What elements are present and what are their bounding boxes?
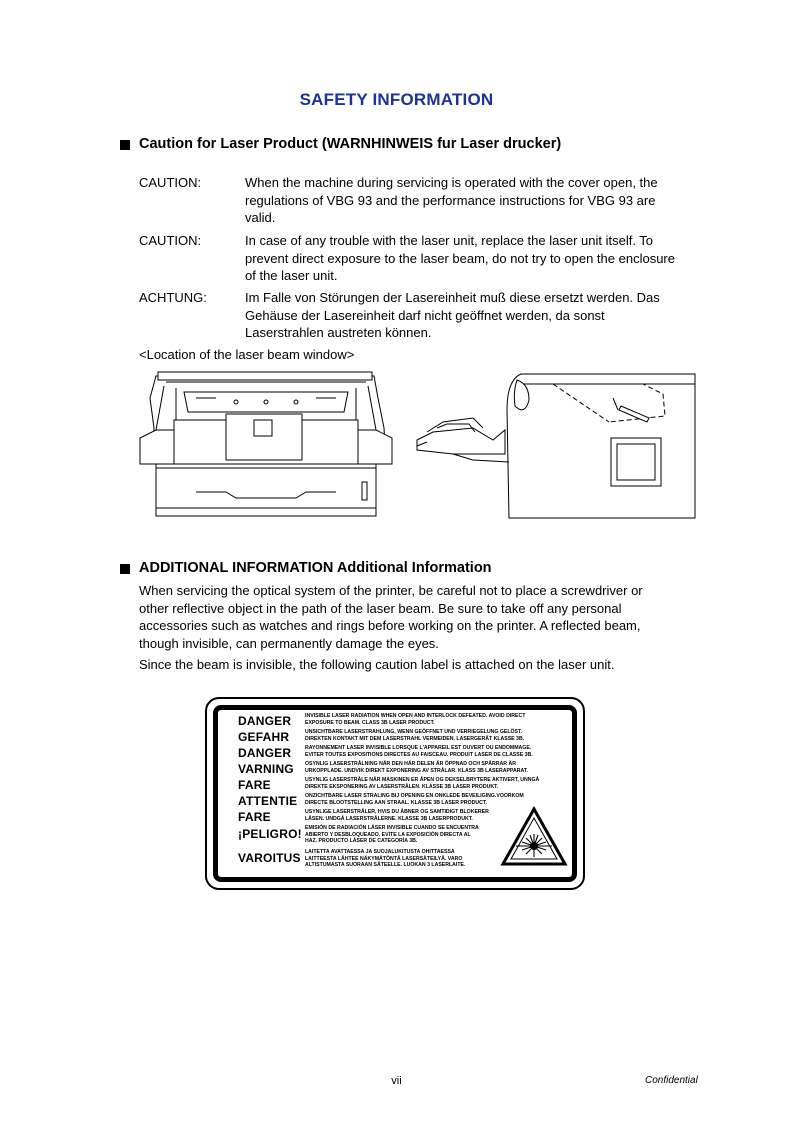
- page-title: SAFETY INFORMATION: [299, 90, 494, 109]
- laser-caution-heading: Caution for Laser Product (WARNHINWEIS fur Laser drucker): [139, 136, 562, 152]
- label-warning-line: USYNLIGE LASERSTRÅLER, HVIS DU ÅBNER OG SAMTIDIGT BLOKERER: [305, 809, 489, 815]
- label-warning-line: LAITETTA AVATTAESSA JA SUOJALUKITUSTA OHITTAESSA: [305, 849, 455, 855]
- label-warning-line: ALTISTUMASTA SUORAAN SÄTEELLE. LUOKAN 3 LASERLAITE.: [305, 862, 466, 869]
- additional-info-heading: ADDITIONAL INFORMATION Additional Information: [139, 560, 492, 576]
- laser-caution-label: [205, 697, 585, 890]
- label-word: ATTENTIE: [238, 794, 298, 808]
- caution-line: regulations of VBG 93 and the performance instructions for VBG 93 are: [245, 192, 656, 208]
- label-warning: [305, 849, 505, 869]
- label-warning-line: EMISIÓN DE RADIACIÓN LÁSER INVISIBLE CUANDO SE ENCUENTRA: [305, 825, 479, 831]
- label-word: FARE: [238, 810, 271, 824]
- caution-line: valid.: [245, 210, 276, 226]
- label-warning-line: RAYONNEMENT LASER INVISIBLE LORSQUE L'APPAREIL EST OUVERT OU ENDOMMAGE.: [305, 745, 532, 751]
- label-warning-line: DIREKTEN KONTAKT MIT DEM LASERSTRAHL VERMEIDEN. LASERGERÄT KLASSE 3B.: [305, 735, 525, 742]
- caution-label-2: CAUTION:: [139, 233, 202, 248]
- label-warning: [305, 777, 560, 790]
- label-warning: [305, 793, 560, 806]
- label-warning-line: INVISIBLE LASER RADIATION WHEN OPEN AND INTERLOCK DEFEATED. AVOID DIRECT: [305, 713, 526, 719]
- label-word: ¡PELIGRO!: [238, 827, 302, 841]
- page-number: vii: [391, 1075, 402, 1087]
- laser-warning-triangle-icon: [500, 806, 568, 868]
- caution-line: Laserstrahlen austreten können.: [245, 325, 432, 341]
- paragraph-line: When servicing the optical system of the printer, be careful not to place a screwdriver or: [139, 583, 643, 598]
- caution-line: of the laser unit.: [245, 268, 338, 284]
- section-bullet: [120, 564, 130, 574]
- achtung-text: [245, 289, 695, 342]
- caution-line: Gehäuse der Lasereinheit darf nicht geöffnet werden, da sonst: [245, 307, 605, 323]
- label-warning-line: USYNLIG LASERSTRÅLE NÅR MASKINEN ER ÅPEN OG DEKSELBRYTERE AKTIVERT, UNNGÅ: [305, 777, 540, 783]
- label-warning-line: EXPOSURE TO BEAM. CLASS 3B LASER PRODUCT.: [305, 719, 435, 726]
- caution-text-2: [245, 232, 695, 285]
- caution-line: prevent direct exposure to the laser beam, do not try to open the enclosure: [245, 250, 675, 266]
- label-warning-line: URKOPPLADE. UNDVIK DIREKT EXPONERING AV STRÅLAR. KLASS 3B LASERAPPARAT.: [305, 767, 528, 774]
- caution-text-1: [245, 174, 695, 227]
- label-warning-line: ABIERTO Y DESBLOQUEADO. EVITE LA EXPOSICIÓN DIRECTA AL: [305, 831, 471, 838]
- label-word: GEFAHR: [238, 730, 290, 744]
- label-word: DANGER: [238, 714, 292, 728]
- caution-label-1: CAUTION:: [139, 175, 202, 190]
- label-warning-line: ONZICHTBARE LASER STRALING BIJ OPENING EN ONKLEDE BEVEILIGING.VOORKOM: [305, 793, 524, 799]
- label-warning: [305, 825, 505, 845]
- label-word: FARE: [238, 778, 271, 792]
- label-warning-line: DIRECTE BLOOTSTELLING AAN STRAAL. KLASSE 3B LASER PRODUCT.: [305, 799, 487, 806]
- achtung-label: ACHTUNG:: [139, 290, 207, 305]
- location-caption: <Location of the laser beam window>: [139, 347, 355, 362]
- paragraph-line: accessories such as watches and rings before working on the printer. A reflected beam,: [139, 618, 641, 634]
- printer-side-illustration: [413, 370, 698, 520]
- label-warning-line: OSYNLIG LASERSTRÅLNING NÄR DEN HÄR DELEN ÄR ÖPPNAD OCH SPÄRRAR ÄR: [305, 761, 516, 767]
- caution-line: In case of any trouble with the laser unit, replace the laser unit itself. To: [245, 233, 654, 248]
- label-warning-line: LAITTEESTA LÄHTEE NÄKYMÄTÖNTÄ LASERSÄTEILYÄ. VARO: [305, 855, 463, 862]
- caution-line: When the machine during servicing is operated with the cover open, the: [245, 175, 658, 190]
- label-warning-line: EVITER TOUTES EXPOSITIONS DIRECTES AU FAISCEAU. PRODUIT LASER DE CLASSE 3B.: [305, 751, 533, 758]
- label-word: VARNING: [238, 762, 294, 776]
- label-warning: [305, 745, 560, 758]
- paragraph-line: other reflective object in the path of the laser beam. Be sure to take off any personal: [139, 600, 622, 616]
- label-word: DANGER: [238, 746, 292, 760]
- label-warning-line: DIREKTE EKSPONERING AV LASERSTRÅLEN. KLASSE 3B LASER PRODUKT.: [305, 783, 499, 790]
- label-warning-line: UNSICHTBARE LASERSTRAHLUNG, WENN GEÖFFNET UND VERRIEGELUNG GELÖST.: [305, 729, 523, 735]
- section-bullet: [120, 140, 130, 150]
- label-warning-line: LÅSEN. UNDGÅ LASERSTRÅLERNE. KLASSE 3B LASERPRODUKT.: [305, 815, 473, 822]
- additional-info-paragraph: [139, 582, 699, 652]
- label-border: [213, 705, 577, 882]
- label-warning: [305, 761, 560, 774]
- label-note: Since the beam is invisible, the following caution label is attached on the laser unit.: [139, 657, 615, 672]
- label-word: VAROITUS: [238, 851, 301, 865]
- paragraph-line: though invisible, can permanently damage the eyes.: [139, 635, 439, 651]
- printer-front-illustration: [136, 368, 396, 520]
- caution-line: Im Falle von Störungen der Lasereinheit muß diese ersetzt werden. Das: [245, 290, 660, 305]
- label-warning: [305, 713, 560, 726]
- label-warning: [305, 729, 560, 742]
- label-warning-line: HAZ. PRODUCTO LÁSER DE CATEGORÍA 3B.: [305, 838, 418, 845]
- confidential-note: Confidential: [645, 1075, 698, 1086]
